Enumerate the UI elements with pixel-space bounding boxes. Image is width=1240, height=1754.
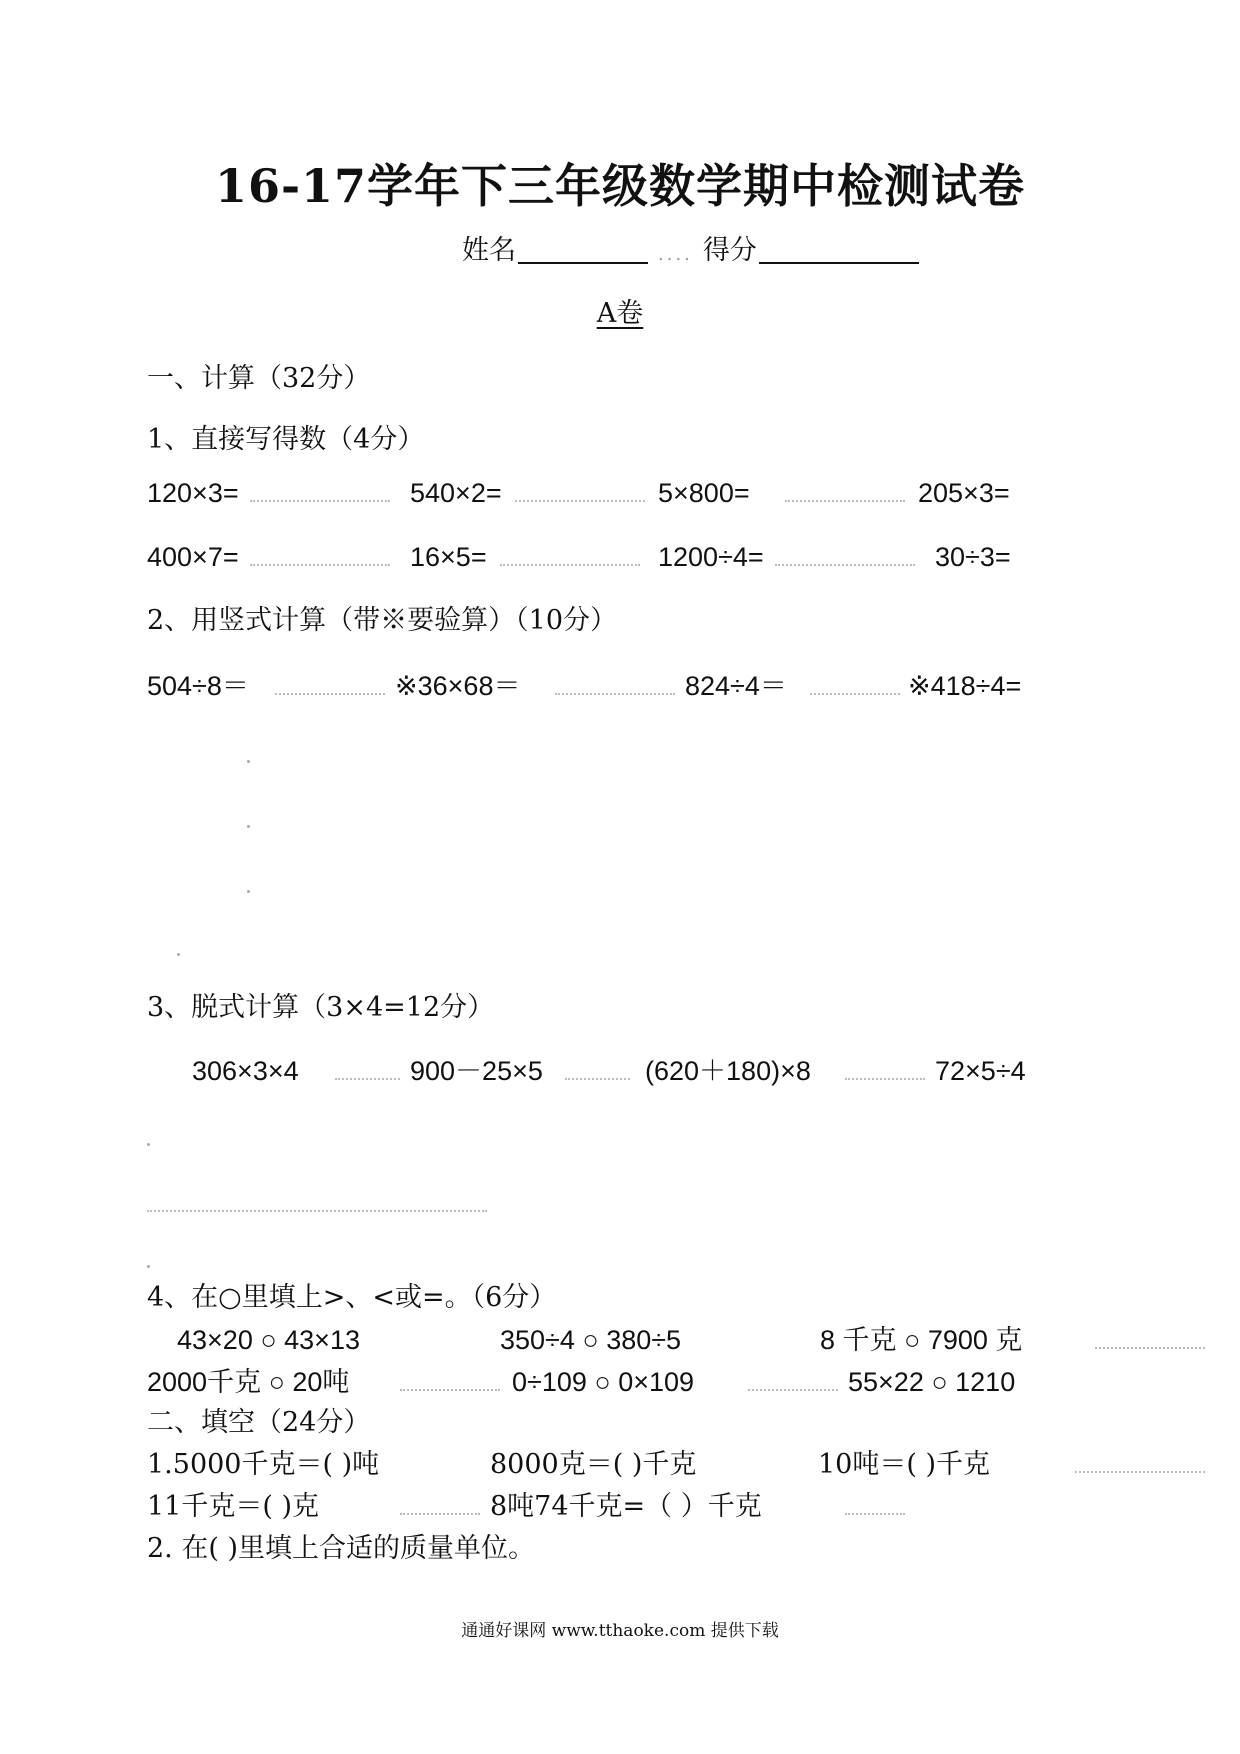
dotted-separator bbox=[785, 500, 905, 502]
name-blank[interactable] bbox=[518, 236, 648, 264]
q4-item: 0÷109 ○ 0×109 bbox=[512, 1367, 695, 1397]
fill-item: 10吨＝( )千克 bbox=[818, 1449, 991, 1480]
dotted-separator bbox=[515, 500, 645, 502]
q1-item: 5×800= bbox=[658, 478, 750, 508]
dotted-separator bbox=[1095, 1347, 1205, 1349]
dotted-separator bbox=[500, 564, 640, 566]
scan-dot bbox=[247, 825, 250, 828]
dotted-separator bbox=[845, 1513, 905, 1515]
q2-item: 824÷4＝ bbox=[685, 671, 787, 701]
fill-item: 11千克＝( )克 bbox=[147, 1491, 320, 1522]
q1-item: 16×5= bbox=[410, 542, 487, 572]
scan-dot bbox=[247, 760, 250, 763]
dotted-separator bbox=[810, 693, 900, 695]
q2-heading: 2、用竖式计算（带※要验算）（10分） bbox=[147, 605, 618, 636]
q3-item: 306×3×4 bbox=[192, 1056, 299, 1086]
score-label: 得分 bbox=[702, 235, 757, 266]
q1-item: 400×7= bbox=[147, 542, 239, 572]
dotted-separator bbox=[775, 564, 915, 566]
name-label: 姓名 bbox=[462, 235, 516, 266]
q4-heading: 4、在○里填上>、<或=。（6分） bbox=[147, 1282, 557, 1313]
dotted-separator bbox=[845, 1078, 925, 1080]
q3-item: 72×5÷4 bbox=[935, 1056, 1026, 1086]
scan-dot bbox=[247, 890, 250, 893]
dotted-separator bbox=[748, 1389, 838, 1391]
q1-item: 1200÷4= bbox=[658, 542, 764, 572]
footer-credit: 通通好课网 www.tthaoke.com 提供下载 bbox=[461, 1621, 779, 1641]
student-info-row bbox=[462, 236, 919, 264]
q1-item: 205×3= bbox=[918, 478, 1010, 508]
page-title: 16-17学年下三年级数学期中检测试卷 bbox=[214, 159, 1026, 213]
scan-dot bbox=[177, 953, 180, 956]
dotted-separator bbox=[1075, 1471, 1205, 1473]
fill-item: 8吨74千克=（ ）千克 bbox=[490, 1491, 762, 1522]
scan-dot bbox=[147, 1265, 150, 1268]
dotted-separator bbox=[400, 1513, 480, 1515]
q4-item: 350÷4 ○ 380÷5 bbox=[500, 1325, 682, 1355]
q1-item: 30÷3= bbox=[935, 542, 1011, 572]
dotted-separator bbox=[565, 1078, 630, 1080]
dotted-separator bbox=[250, 564, 390, 566]
score-blank[interactable] bbox=[759, 236, 919, 264]
q3-heading: 3、脱式计算（3×4=12分） bbox=[147, 992, 495, 1023]
dotted-separator bbox=[400, 1389, 500, 1391]
paper-label: A卷 bbox=[596, 298, 644, 329]
q4-item: 2000千克 ○ 20吨 bbox=[147, 1367, 350, 1397]
q4-item: 55×22 ○ 1210 bbox=[848, 1367, 1016, 1397]
dotted-separator bbox=[555, 693, 675, 695]
dotted-separator bbox=[335, 1078, 400, 1080]
q2-item: 504÷8＝ bbox=[147, 671, 249, 701]
dotted-separator bbox=[250, 500, 390, 502]
section1-heading: 一、计算（32分） bbox=[147, 363, 371, 394]
dotted-separator bbox=[275, 693, 385, 695]
fill-instruction: 2. 在( )里填上合适的质量单位。 bbox=[147, 1533, 535, 1564]
q3-item: 900－25×5 bbox=[410, 1056, 543, 1086]
q4-item: 43×20 ○ 43×13 bbox=[177, 1325, 360, 1355]
q1-item: 120×3= bbox=[147, 478, 239, 508]
q4-item: 8 千克 ○ 7900 克 bbox=[820, 1325, 1023, 1355]
fill-item: 8000克＝( )千克 bbox=[490, 1449, 697, 1480]
fill-item: 1.5000千克＝( )吨 bbox=[147, 1449, 380, 1480]
q2-item: ※36×68＝ bbox=[395, 671, 521, 701]
scan-dot bbox=[147, 1143, 150, 1146]
q3-item: (620＋180)×8 bbox=[645, 1056, 811, 1086]
q2-item: ※418÷4= bbox=[908, 671, 1022, 701]
section2-heading: 二、填空（24分） bbox=[147, 1407, 371, 1438]
separator-dots: .... bbox=[658, 244, 693, 265]
q1-heading: 1、直接写得数（4分） bbox=[147, 424, 425, 455]
dotted-separator bbox=[147, 1210, 487, 1212]
q1-item: 540×2= bbox=[410, 478, 502, 508]
